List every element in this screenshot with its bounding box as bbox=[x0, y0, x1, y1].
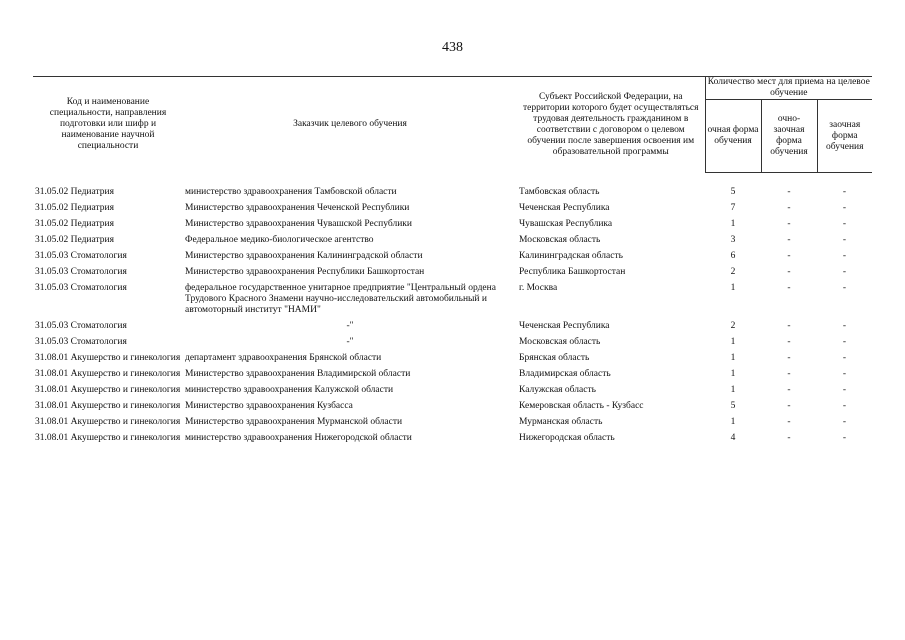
cell-code: 31.08.01 Акушерство и гинекология bbox=[35, 369, 181, 379]
table-row bbox=[33, 233, 872, 249]
table-row bbox=[33, 319, 872, 335]
cell-customer: Федеральное медико-биологическое агентство bbox=[185, 235, 374, 245]
cell-region: Московская область bbox=[519, 337, 601, 347]
cell-region: Тамбовская область bbox=[519, 187, 600, 197]
table-row bbox=[33, 185, 872, 201]
cell-distance: - bbox=[842, 235, 847, 245]
table-row bbox=[33, 281, 872, 319]
cell-customer: Министерство здравоохранения Кузбасса bbox=[185, 401, 353, 411]
cell-region: Республика Башкортостан bbox=[519, 267, 626, 277]
cell-code: 31.08.01 Акушерство и гинекология bbox=[35, 385, 181, 395]
cell-customer: Министерство здравоохранения Калининградской области bbox=[185, 251, 423, 261]
cell-region: Калининградская область bbox=[519, 251, 623, 261]
cell-parttime: - bbox=[787, 321, 791, 331]
cell-code: 31.08.01 Акушерство и гинекология bbox=[35, 433, 181, 443]
cell-region: Чеченская Республика bbox=[519, 203, 610, 213]
cell-parttime: - bbox=[787, 203, 791, 213]
cell-fulltime: 5 bbox=[730, 401, 736, 411]
cell-fulltime: 7 bbox=[730, 203, 736, 213]
cell-code: 31.05.02 Педиатрия bbox=[35, 203, 114, 213]
table-body bbox=[33, 173, 872, 448]
cell-distance: - bbox=[842, 187, 847, 197]
cell-customer: Министерство здравоохранения Владимирской области bbox=[185, 369, 411, 379]
cell-distance: - bbox=[842, 385, 847, 395]
cell-parttime: - bbox=[787, 187, 791, 197]
cell-code: 31.05.02 Педиатрия bbox=[35, 235, 114, 245]
table-row bbox=[33, 415, 872, 431]
cell-distance: - bbox=[842, 337, 847, 347]
cell-customer: Министерство здравоохранения Мурманской области bbox=[185, 417, 403, 427]
cell-fulltime: 1 bbox=[730, 353, 736, 363]
header-places: Количество мест для приема на целевое обучение bbox=[705, 77, 872, 100]
cell-customer: министерство здравоохранения Тамбовской области bbox=[185, 187, 397, 197]
table-row bbox=[33, 217, 872, 233]
cell-code: 31.05.03 Стоматология bbox=[35, 337, 127, 347]
cell-fulltime: 6 bbox=[730, 251, 736, 261]
cell-fulltime: 1 bbox=[730, 385, 736, 395]
table-row bbox=[33, 249, 872, 265]
cell-distance: - bbox=[842, 353, 847, 363]
cell-fulltime: 4 bbox=[730, 433, 736, 443]
cell-code: 31.05.02 Педиатрия bbox=[35, 219, 114, 229]
cell-region: г. Москва bbox=[519, 283, 558, 293]
cell-fulltime: 1 bbox=[730, 283, 736, 293]
table-row bbox=[33, 383, 872, 399]
cell-region: Чувашская Республика bbox=[519, 219, 613, 229]
cell-region: Кемеровская область - Кузбасс bbox=[519, 401, 644, 411]
cell-region: Владимирская область bbox=[519, 369, 611, 379]
cell-parttime: - bbox=[787, 337, 791, 347]
cell-customer: департамент здравоохранения Брянской области bbox=[185, 353, 382, 363]
cell-parttime: - bbox=[787, 433, 791, 443]
cell-region: Брянская область bbox=[519, 353, 590, 363]
cell-distance: - bbox=[842, 401, 847, 411]
cell-region: Мурманская область bbox=[519, 417, 603, 427]
cell-fulltime: 3 bbox=[730, 235, 736, 245]
cell-distance: - bbox=[842, 433, 847, 443]
cell-distance: - bbox=[842, 321, 847, 331]
cell-fulltime: 1 bbox=[730, 417, 736, 427]
cell-parttime: - bbox=[787, 235, 791, 245]
table-row bbox=[33, 351, 872, 367]
header-region: Субъект Российской Федерации, на территории которого будет осуществляться трудовая деятельность гражданином в соответствии с договором о целевом обучении после завершения освоения им образовательной программы bbox=[517, 77, 705, 173]
cell-distance: - bbox=[842, 283, 847, 293]
header-parttime: очно-заочная форма обучения bbox=[761, 100, 817, 173]
cell-region: Чеченская Республика bbox=[519, 321, 610, 331]
cell-customer: -" bbox=[346, 337, 354, 347]
cell-distance: - bbox=[842, 251, 847, 261]
cell-code: 31.08.01 Акушерство и гинекология bbox=[35, 401, 181, 411]
cell-distance: - bbox=[842, 219, 847, 229]
table-row bbox=[33, 265, 872, 281]
cell-parttime: - bbox=[787, 251, 791, 261]
cell-parttime: - bbox=[787, 353, 791, 363]
cell-parttime: - bbox=[787, 267, 791, 277]
cell-region: Нижегородская область bbox=[519, 433, 615, 443]
header-fulltime: очная форма обучения bbox=[705, 100, 761, 173]
table-row bbox=[33, 335, 872, 351]
cell-distance: - bbox=[842, 267, 847, 277]
cell-parttime: - bbox=[787, 401, 791, 411]
target-training-table bbox=[33, 76, 872, 447]
header-distance: заочная форма обучения bbox=[817, 100, 872, 173]
cell-parttime: - bbox=[787, 283, 791, 293]
cell-code: 31.05.03 Стоматология bbox=[35, 283, 127, 293]
header-code: Код и наименование специальности, направления подготовки или шифр и наименование научной специальности bbox=[33, 77, 183, 173]
cell-fulltime: 5 bbox=[730, 187, 736, 197]
cell-customer: Министерство здравоохранения Чеченской Республики bbox=[185, 203, 410, 213]
cell-code: 31.05.03 Стоматология bbox=[35, 251, 127, 261]
cell-region: Калужская область bbox=[519, 385, 596, 395]
cell-code: 31.08.01 Акушерство и гинекология bbox=[35, 353, 181, 363]
table-row bbox=[33, 367, 872, 383]
cell-parttime: - bbox=[787, 369, 791, 379]
cell-code: 31.08.01 Акушерство и гинекология bbox=[35, 417, 181, 427]
table-row bbox=[33, 431, 872, 447]
cell-distance: - bbox=[842, 369, 847, 379]
cell-customer: министерство здравоохранения Нижегородской области bbox=[185, 433, 412, 443]
cell-fulltime: 1 bbox=[730, 219, 736, 229]
header-customer: Заказчик целевого обучения bbox=[183, 77, 517, 173]
cell-customer: Министерство здравоохранения Чувашской Республики bbox=[185, 219, 412, 229]
cell-fulltime: 1 bbox=[730, 369, 736, 379]
cell-customer: федеральное государственное унитарное предприятие "Центральный ордена Трудового Красного Знамени научно-исследовательский автомобильный и автомоторный институт "НАМИ" bbox=[185, 283, 496, 315]
cell-customer: Министерство здравоохранения Республики Башкортостан bbox=[185, 267, 425, 277]
cell-code: 31.05.03 Стоматология bbox=[35, 267, 127, 277]
cell-code: 31.05.03 Стоматология bbox=[35, 321, 127, 331]
cell-region: Московская область bbox=[519, 235, 601, 245]
cell-distance: - bbox=[842, 417, 847, 427]
cell-fulltime: 2 bbox=[730, 267, 736, 277]
cell-customer: -" bbox=[346, 321, 354, 331]
cell-parttime: - bbox=[787, 385, 791, 395]
table-row bbox=[33, 201, 872, 217]
table-row bbox=[33, 399, 872, 415]
page-number: 438 bbox=[442, 40, 463, 55]
cell-distance: - bbox=[842, 203, 847, 213]
cell-parttime: - bbox=[787, 417, 791, 427]
cell-code: 31.05.02 Педиатрия bbox=[35, 187, 114, 197]
cell-fulltime: 2 bbox=[730, 321, 736, 331]
cell-fulltime: 1 bbox=[730, 337, 736, 347]
cell-customer: министерство здравоохранения Калужской области bbox=[185, 385, 394, 395]
cell-parttime: - bbox=[787, 219, 791, 229]
